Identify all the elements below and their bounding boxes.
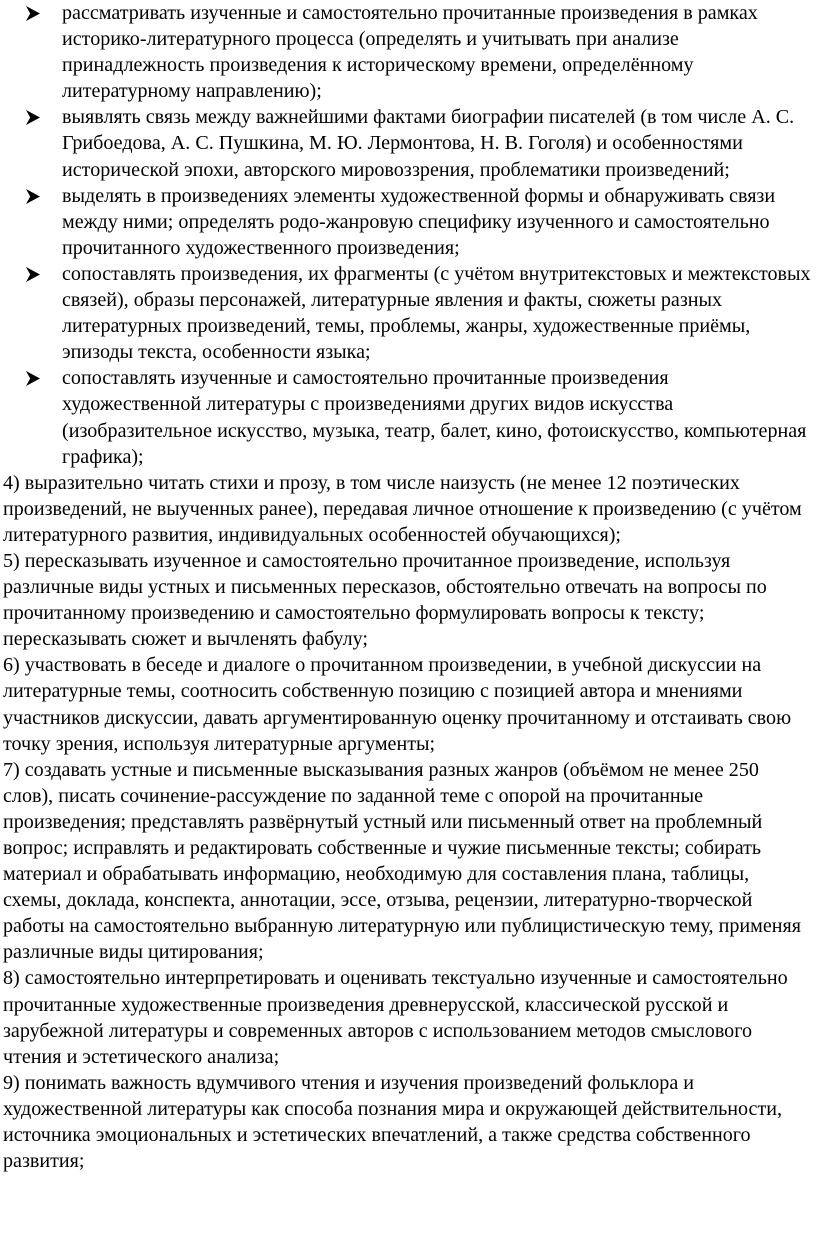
numbered-paragraph-9: 9) понимать важность вдумчивого чтения и изучения произведений фольклора и художественной литературы как способа познания мира и окружающей действительности, источника эмоциональных и эстетических впечатлений, а также средства собственного развития; [3, 1071, 783, 1173]
bullet-text: выделять в произведениях элементы художественной формы и обнаруживать связи между ними; определять родо-жанровую специфику изученного и самостоятельно прочитанного художественного произведения; [62, 184, 776, 259]
numbered-paragraph-4: 4) выразительно читать стихи и прозу, в том числе наизусть (не менее 12 поэтических произведений, не выученных ранее), передавая личное отношение к произведению (с учётом литературного развития, индивидуальных особенностей обучающихся); [3, 471, 802, 546]
list-item [3, 365, 816, 469]
arrowhead-bullet-icon [26, 110, 40, 125]
bullet-text: сопоставлять произведения, их фрагменты (с учётом внутритекстовых и межтекстовых связей), образы персонажей, литературные явления и факты, сюжеты разных литературных произведений, темы, проблемы, жанры, художественные приёмы, эпизоды текста, особенности языка; [62, 262, 811, 364]
arrowhead-bullet-icon [26, 189, 40, 204]
list-item [3, 183, 816, 261]
list-item [3, 104, 816, 182]
arrowhead-bullet-icon [26, 6, 40, 21]
numbered-paragraph-5: 5) пересказывать изученное и самостоятельно прочитанное произведение, используя различные виды устных и письменных пересказов, обстоятельно отвечать на вопросы по прочитанному произведению и самостоятельно формулировать вопросы к тексту; пересказывать сюжет и вычленять фабулу; [3, 549, 767, 651]
arrowhead-bullet-icon [26, 267, 40, 282]
list-item [3, 0, 816, 104]
arrowhead-bullet-icon [26, 371, 40, 386]
list-item [3, 261, 816, 365]
bullet-text: сопоставлять изученные и самостоятельно прочитанные произведения художественной литературы с произведениями других видов искусства (изобразительное искусство, музыка, театр, балет, кино, фотоискусство, компьютерная графика); [62, 367, 807, 468]
bullet-text: рассматривать изученные и самостоятельно прочитанные произведения в рамках историко-литературного процесса (определять и учитывать при анализе принадлежность произведения к историческому времени, определённому литературному направлению); [62, 2, 758, 103]
bullet-text: выявлять связь между важнейшими фактами биографии писателей (в том числе А. С. Грибоедова, А. С. Пушкина, М. Ю. Лермонтова, Н. В. Гоголя) и особенностями исторической эпохи, авторского мировоззрения, проблематики произведений; [62, 106, 795, 181]
numbered-paragraph-8: 8) самостоятельно интерпретировать и оценивать текстуально изученные и самостоятельно прочитанные художественные произведения древнерусской, классической русской и зарубежной литературы и современных авторов с использованием методов смыслового чтения и эстетического анализа; [3, 967, 788, 1068]
numbered-paragraph-7: 7) создавать устные и письменные высказывания разных жанров (объёмом не менее 250 слов), писать сочинение-рассуждение по заданной теме с опорой на прочитанные произведения; представлять развёрнутый устный или письменный ответ на проблемный вопрос; исправлять и редактировать собственные и чужие письменные тексты; собирать материал и обрабатывать информацию, необходимую для составления плана, таблицы, схемы, доклада, конспекта, аннотации, эссе, отзыва, рецензии, литературно-творческой работы на самостоятельно выбранную литературную или публицистическую тему, применяя различные виды цитирования; [3, 758, 801, 964]
numbered-paragraph-6: 6) участвовать в беседе и диалоге о прочитанном произведении, в учебной дискуссии на литературные темы, соотносить собственную позицию с позицией автора и мнениями участников дискуссии, давать аргументированную оценку прочитанному и отстаивать свою точку зрения, используя литературные аргументы; [3, 654, 792, 755]
bullet-list [3, 0, 816, 470]
numbered-paragraphs [3, 470, 816, 1175]
